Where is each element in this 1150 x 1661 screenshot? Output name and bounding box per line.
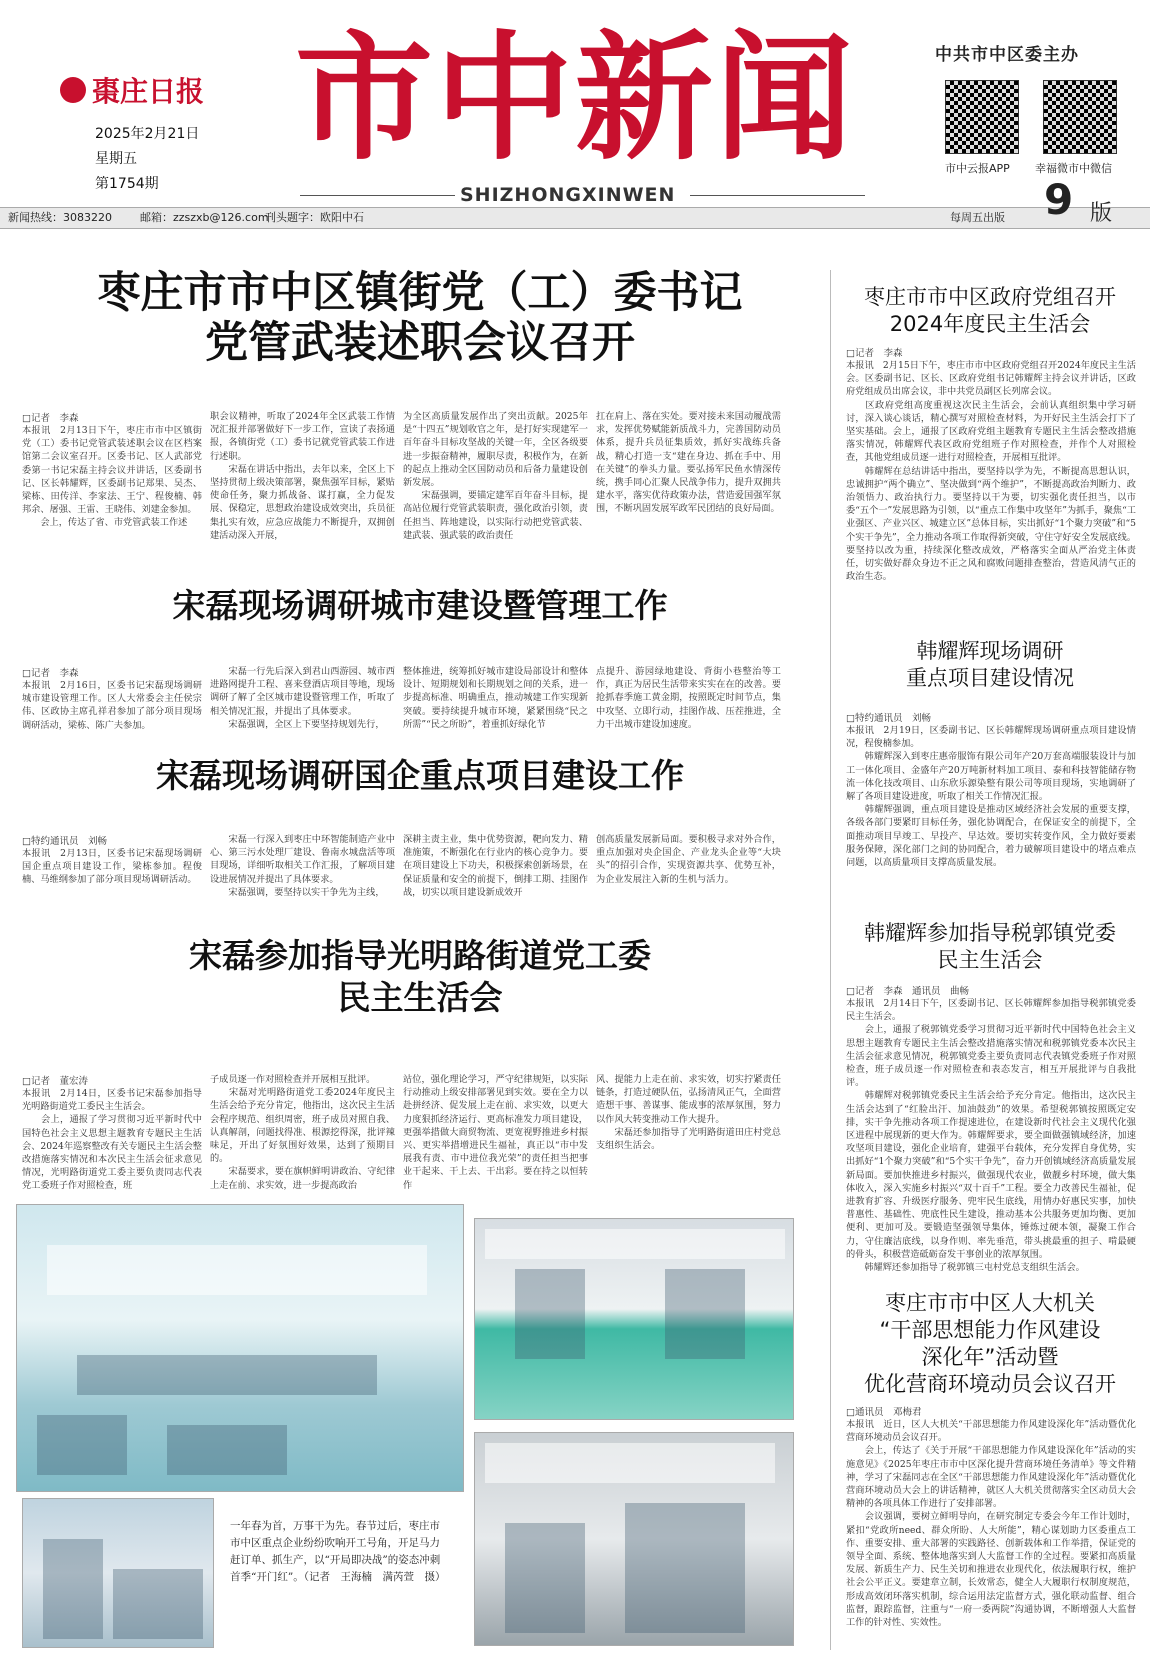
article-2-byline: □记者 李森 xyxy=(22,668,79,679)
headline-line: 民主生活会 xyxy=(937,948,1043,972)
article-4-col-1: 本报讯 2月14日，区委书记宋磊参加指导光明路街道党工委民主生活会。 会上，通报了学习贯彻习近平新时代中国特色社会主义思想主题教育专题民主生活会、2024年巡察整改有关专题民主生活会整改措施落实情况和本次民主生活会征求意见情况，光明路街道党工委主要负责同志代表党工委班子作对照检查，班 xyxy=(22,1088,202,1192)
article-3-byline: □特约通讯员 刘畅 xyxy=(22,836,107,847)
headline-line: 重点项目建设情况 xyxy=(906,666,1074,690)
masthead-inscription: 刊头题字：欧阳中石 xyxy=(265,211,364,224)
article-3-col-2: 宋磊一行深入到枣庄中环智能制造产业中心、第三污水处理厂建设、鲁南水城盘活等项目现场，详细听取相关工作汇报，了解项目建设进展情况并提出了具体要求。 宋磊强调，要坚持以实干争先为主线， xyxy=(210,834,395,898)
article-2-col-2: 宋磊一行先后深入到君山西游园、城市西进路网提升工程、喜来登酒店项目等地，现场调研了解了全区城市建设暨管理工作，听取了相关情况汇报，并提出了具体要求。 宋磊强调，全区上下要坚持规划先行， xyxy=(210,666,395,730)
photo-workers-packaging[interactable] xyxy=(474,1432,794,1646)
right-article-1-headline[interactable] xyxy=(840,284,1140,338)
headline-line: 优化营商环境动员会议召开 xyxy=(864,1372,1116,1396)
headline-line: 枣庄市市中区镇街党（工）委书记 xyxy=(97,268,743,318)
issue-weekday: 星期五 xyxy=(95,151,137,167)
qr-code-icon[interactable] xyxy=(1043,80,1117,154)
headline-line: 韩耀辉参加指导税郭镇党委 xyxy=(864,921,1116,945)
date-block xyxy=(95,122,199,197)
headline-line: “干部思想能力作风建设 xyxy=(879,1318,1101,1342)
edition-word: 版 xyxy=(1090,201,1113,226)
right-article-3-headline[interactable] xyxy=(840,920,1140,974)
photo-caption: 一年春为首，万事干为先。春节过后，枣庄市市中区重点企业纷纷吹响开工号角，开足马力赶订单、抓生产，以“开局即决战”的姿态冲刺首季“开门红”。（记者 王海楠 满芮萱 摄） xyxy=(230,1520,446,1583)
headline-line: 韩耀辉现场调研 xyxy=(916,639,1064,663)
masthead-title: 市中新闻 xyxy=(295,16,856,179)
article-4-headline[interactable] xyxy=(20,935,820,1019)
headline-line: 枣庄市市中区政府党组召开 xyxy=(864,285,1116,309)
article-2-col-3: 整体推进，统筹抓好城市建设局部设计和整体设计、短期规划和长期规划之间的关系，进一步提高标准、明确重点，推动城建工作实现新突破。要持续提升城市环境，紧紧围绕“民之所需”“民之所盼”，着重抓好绿化节 xyxy=(403,666,588,730)
headline-line: 2024年度民主生活会 xyxy=(889,312,1091,336)
article-3-col-3: 深耕主责主业，集中优势资源，靶向发力、精准施策，不断强化在行业内的核心竞争力。要在项目建设上下功夫，积极探索创新场景，在保证质量和安全的前提下，倒排工期、挂图作战，切实以项目建设新成效开 xyxy=(403,834,588,898)
qr-label-wechat: 幸福微市中微信 xyxy=(1035,162,1112,175)
column-divider xyxy=(830,270,831,1650)
publish-frequency: 每周五出版 xyxy=(950,211,1005,224)
article-1-col-3: 为全区高质量发展作出了突出贡献。2025年是“十四五”规划收官之年，是打好实现建军一百年奋斗目标攻坚战的关键一年，全区各级要进一步振奋精神，履职尽责，积极作为，在新的起点上推动全区国防动员和后备力量建设创新发展。 宋磊强调，要锚定建军百年奋斗目标，提高站位履行党管武装职责，强化政治引领，责任担当、阵地建设，以实际行动把党管武装、建武装、强武装的政治责任 xyxy=(403,411,588,541)
article-1-col-2: 职会议精神，听取了2024年全区武装工作情况汇报并部署做好下一步工作，宣读了表扬通报，各镇街党（工）委书记就党管武装工作进行述职。 宋磊在讲话中指出，去年以来，全区上下坚持贯彻上级决策部署，聚焦强军目标，紧贴使命任务，聚力抓战备、谋打赢，全力促发展、保稳定，思想政治建设成效突出，兵员征集扎实有效，应急应战能力不断提升，双拥创建活动深入开展， xyxy=(210,411,395,541)
photo-worker-assembly[interactable] xyxy=(22,1498,214,1648)
article-3-headline[interactable]: 宋磊现场调研国企重点项目建设工作 xyxy=(156,756,684,795)
article-1-col-4: 扛在肩上、落在实处。要对接未来国动履战需求，发挥优势赋能新质战斗力，完善国防动员体系，提升兵员征集质效，抓好实战练兵备战，精心打造一支“建在身边、抓在手中、用在关键”的拳头力量。要弘扬军民鱼水情深传统，携手同心汇聚人民战争伟力，提升双拥共建水平，落实优待政策办法，营造爱国强军氛围，不断巩固发展军政军民团结的良好局面。 xyxy=(596,411,781,515)
article-2-headline[interactable]: 宋磊现场调研城市建设暨管理工作 xyxy=(172,586,668,625)
article-1-headline[interactable] xyxy=(20,268,820,368)
right-article-4-headline[interactable] xyxy=(840,1290,1140,1398)
article-1-col-1: 本报讯 2月13日下午，枣庄市市中区镇街党（工）委书记党管武装述职会议在区档案馆第二会议室召开。区委书记、区人武部党委第一书记宋磊主持会议并讲话，区委副书记、区长韩耀辉，区委副书记郑果、吴杰、梁栋、田传洋、李家法、王宁、程俊楠、韩邦余、屠强、王雷、王晓伟、刘建金参加。 会上，传达了省、市党管武装工作述 xyxy=(22,425,202,529)
zaozhuang-daily-logo xyxy=(60,70,240,110)
qr-code-icon[interactable] xyxy=(945,80,1019,154)
sponsor-text: 中共市中区委主办 xyxy=(935,45,1079,65)
qr-label-app: 市中云报APP xyxy=(945,162,1010,175)
logo-text: 棗庄日报 xyxy=(92,75,205,108)
headline-line: 宋磊参加指导光明路街道党工委 xyxy=(189,936,651,975)
info-band xyxy=(0,207,1150,229)
logo-emblem-icon xyxy=(60,77,86,103)
edition-number: 9 xyxy=(1044,175,1074,224)
right-article-1-byline: □记者 李森 xyxy=(846,348,903,359)
news-hotline: 新闻热线：3083220 xyxy=(8,211,112,224)
right-article-2-headline[interactable] xyxy=(840,638,1140,692)
right-article-2-body: 本报讯 2月19日，区委副书记、区长韩耀辉现场调研重点项目建设情况，程俊楠参加。 韩耀辉深入到枣庄惠帝服饰有限公司年产20万套高端服装设计与加工一体化项目、金盛年产20万吨新材料加工项目、泰和科技智能储存物流一体化技改项目、山东欣乐源染整有限公司等项目现场，实地调研了解了各项目建设进度，听取了相关工作情况汇报。 韩耀辉强调，重点项目建设是推动区域经济社会发展的重要支撑，各级各部门要紧盯目标任务，强化协调配合，在保证安全的前提下，全面推动项目早竣工、早投产、早达效。要切实转变作风，全力做好要素服务保障，深化部门之间的协同配合，着力破解项目建设中的堵点难点问题，以高质量项目支撑高质量发展。 xyxy=(846,725,1136,869)
article-2-col-1: 本报讯 2月16日，区委书记宋磊现场调研城市建设管理工作。区人大常委会主任侯宗伟、区政协主席孔祥君参加了部分项目现场调研活动，梁栋、陈广夫参加。 xyxy=(22,680,202,731)
article-4-byline: □记者 董宏涛 xyxy=(22,1076,88,1087)
photo-factory-hall[interactable] xyxy=(474,1218,794,1420)
headline-line: 民主生活会 xyxy=(337,978,503,1017)
article-3-col-4: 创高质量发展新局面。要积极寻求对外合作，重点加强对央企国企、产业龙头企业等“大块头”的招引合作，实现资源共享、优势互补，为企业发展注入新的生机与活力。 xyxy=(596,834,781,885)
article-4-col-2: 子成员逐一作对照检查并开展相互批评。 宋磊对光明路街道党工委2024年度民主生活会给予充分肯定，他指出，这次民主生活会程序规范、组织周密，班子成员对照自我、认真解剖，问题找得准、根源挖得深，批评辣味足，开出了好氛围好效果，达到了预期目的。 宋磊要求，要在旗帜鲜明讲政治、守纪律上走在前、求实效，进一步提高政治 xyxy=(210,1074,395,1191)
right-article-3-body: 本报讯 2月14日下午，区委副书记、区长韩耀辉参加指导税郭镇党委民主生活会。 会上，通报了税郭镇党委学习贯彻习近平新时代中国特色社会主义思想主题教育专题民主生活会整改措施落实情况和税郭镇党委本次民主生活会征求意见情况，税郭镇党委主要负责同志代表镇党委班子作对照检查，班子成员逐一作对照检查和表态发言，相互开展批评与自我批评。 韩耀辉对税郭镇党委民主生活会给予充分肯定。他指出，这次民主生活会达到了“红脸出汗、加油鼓劲”的效果。希望税郭镇按照既定安排，实干争先推动各项工作提速进位，在建设新时代社会主义现代化强区进程中展现新的更大作为。韩耀辉要求，要全面做强镇域经济，加速攻坚项目建设，强化企业培育，建强平台载体，充分发挥自身优势，实出抓好“1个聚力突破”和“5个实干争先”，奋力开创镇域经济高质量发展新局面。要加快推进乡村振兴，做强现代农业，做靓乡村环境，做大集体收入，深入实施乡村振兴“双十百千”工程。要全力改善民生福祉，促进教育扩容、升级医疗服务、兜牢民生底线，用情办好惠民实事，加快普惠性、基础性、兜底性民生建设，推动基本公共服务更加均衡、更加便利、更加可及。要锻造坚强领导集体，锤炼过硬本领，凝聚工作合力，守住廉洁底线，以身作则、率先垂范，带头挑最重的担子、啃最硬的骨头，积极营造砥砺奋发干事创业的浓厚氛围。 韩耀辉还参加指导了税郭镇三屯村党总支组织生活会。 xyxy=(846,998,1136,1274)
right-article-2-byline: □特约通讯员 刘畅 xyxy=(846,713,931,724)
email-address: 邮箱：zzszxb@126.com xyxy=(140,211,269,224)
article-1-byline: □记者 李森 xyxy=(22,413,79,424)
article-3-col-1: 本报讯 2月13日，区委书记宋磊现场调研国企重点项目建设工作，梁栋参加。程俊楠、马维纲参加了部分项目现场调研活动。 xyxy=(22,848,202,886)
divider xyxy=(300,195,455,196)
right-article-3-byline: □记者 李森 通讯员 曲畅 xyxy=(846,986,969,997)
photo-production-line[interactable] xyxy=(16,1204,464,1492)
article-2-col-4: 点提升、游园绿地建设、背街小巷整治等工作，真正为居民生活带来实实在在的改善。要抢抓春季施工黄金期，按照既定时间节点，集中攻坚、立即行动，挂图作战、压茬推进，全力干出城市建设加速度。 xyxy=(596,666,781,730)
headline-line: 党管武装述职会议召开 xyxy=(205,318,635,368)
headline-line: 枣庄市市中区人大机关 xyxy=(885,1291,1095,1315)
right-article-4-byline: □通讯员 邓梅君 xyxy=(846,1407,922,1418)
masthead-pinyin: SHIZHONGXINWEN xyxy=(460,184,676,206)
right-article-1-body: 本报讯 2月15日下午，枣庄市市中区政府党组召开2024年度民主生活会。区委副书记、区长、区政府党组书记韩耀辉主持会议并讲话，区政府党组成员出席会议，非中共党员副区长列席会议。 区政府党组高度重视这次民主生活会，会前认真组织集中学习研讨，深入谈心谈话，精心撰写对照检查材料，为开好民主生活会打下了坚实基础。会上，通报了区政府党组主题教育专题民主生活会整改措施落实情况，韩耀辉代表区政府党组班子作对照检查，并作个人对照检查，其他党组成员逐一进行对照检查，开展相互批评。 韩耀辉在总结讲话中指出，要坚持以学为先，不断提高思想认识，忠诚拥护“两个确立”、坚决做到“两个维护”，不断提高政治判断力、政治领悟力、政治执行力。要坚持以干为要，切实强化责任担当，以市委“五个一”发展思路为引领，以“重点工作集中攻坚年”为抓手，聚焦“工业强区、产业兴区、城建立区”总体目标，实出抓好“1个聚力突破”和“5个实干争先”，全力推动各项工作取得新突破，守住守好安全发展底线。要坚持以改为重，持续深化整改成效，严格落实全面从严治党主体责任，切实做好群众身边不正之风和腐败问题排查整治，营造风清气正的政治生态。 xyxy=(846,360,1136,583)
article-4-col-3: 站位，强化理论学习，严守纪律规矩，以实际行动推动上级安排部署见到实效。要在全力以赴拼经济、促发展上走在前、求实效，以更大力度狠抓经济运行、更高标准发力项目建设，更强举措做大商贸物流、更宽视野推进乡村振兴、更实举措增进民生福祉，真正以“市中发展我有责、市中进位我光荣”的责任担当把事业干起来、干上去、干出彩。要在持之以恒转作 xyxy=(403,1074,588,1191)
headline-line: 深化年”活动暨 xyxy=(921,1345,1059,1369)
right-article-4-body: 本报讯 近日，区人大机关“干部思想能力作风建设深化年”活动暨优化营商环境动员会议召开。 会上，传达了《关于开展“干部思想能力作风建设深化年”活动的实施意见》《2025年枣庄市市中区深化提升营商环境任务清单》等文件精神，学习了宋磊同志在全区“干部思想能力作风建设深化年”活动暨优化营商环境动员大会上的讲话精神，就区人大机关贯彻落实全区动员大会精神的各项具体工作进行了安排部署。 会议强调，要树立鲜明导向，在研究制定专委会今年工作计划时，紧扣“党政所need、群众所盼、人大所能”，精心谋划助力区委重点工作、重要安排、重大部署的实践路径、创新载体和工作举措，保证党的领导全面、系统、整体地落实到人大监督工作的全过程。要紧扣高质量发展、新质生产力、民生关切和推进农业现代化，依法履职行权，维护社会公平正义。要建章立制，长效常态，健全人大履职行权制度规范，形成高效闭环落实机制，综合运用法定监督方式，强化联动监督、组合监督，跟踪监督，注重与“一府一委两院”沟通协调，不断增强人大监督工作的针对性、实效性。 xyxy=(846,1419,1136,1629)
divider xyxy=(690,195,865,196)
article-4-col-4: 风、提能力上走在前、求实效，切实拧紧责任链条，打造过硬队伍，弘扬清风正气，全面营造想干事、善谋事、能成事的浓厚氛围，努力以作风大转变推动工作大提升。 宋磊还参加指导了光明路街道田庄村党总支组织生活会。 xyxy=(596,1074,781,1152)
issue-date: 2025年2月21日 xyxy=(95,126,200,142)
issue-number: 第1754期 xyxy=(95,176,159,192)
